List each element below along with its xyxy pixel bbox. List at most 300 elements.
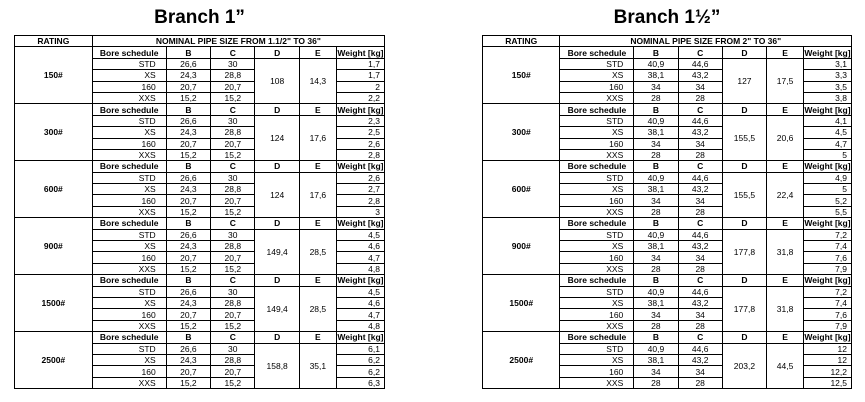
d-cell: 177,8	[722, 229, 766, 275]
b-cell: 20,7	[166, 309, 210, 320]
d-cell: 149,4	[255, 286, 299, 332]
c-cell: 28	[678, 149, 722, 160]
b-cell: 34	[634, 195, 678, 206]
subheader-row	[483, 218, 852, 229]
bore-schedule-header: Bore schedule	[92, 332, 166, 343]
bore-schedule-header: Bore schedule	[92, 47, 166, 58]
b-cell: 38,1	[634, 70, 678, 81]
b-header: B	[166, 332, 210, 343]
weight-cell: 12	[803, 343, 851, 354]
c-cell: 44,6	[678, 115, 722, 126]
d-header: D	[255, 275, 299, 286]
weight-cell: 12,2	[803, 366, 851, 377]
table-title: Branch 1”	[154, 7, 245, 28]
table-header-row	[15, 36, 385, 47]
bore-schedule-cell: STD	[560, 286, 634, 297]
c-header: C	[678, 104, 722, 115]
bore-schedule-cell: 160	[560, 195, 634, 206]
rating-cell: 150#	[15, 47, 93, 104]
rating-cell: 1500#	[15, 275, 93, 332]
c-cell: 34	[678, 195, 722, 206]
header-nominal-size: NOMINAL PIPE SIZE FROM 2" TO 36"	[560, 36, 852, 47]
c-cell: 43,2	[678, 297, 722, 308]
d-cell: 124	[255, 172, 299, 218]
weight-header: Weight [kg]	[337, 275, 384, 286]
d-header: D	[255, 218, 299, 229]
bore-schedule-cell: STD	[92, 343, 166, 354]
c-cell: 15,2	[211, 206, 255, 217]
bore-schedule-cell: XS	[92, 184, 166, 195]
b-cell: 38,1	[634, 241, 678, 252]
b-cell: 15,2	[166, 92, 210, 103]
bore-schedule-header: Bore schedule	[92, 104, 166, 115]
weight-cell: 2,8	[336, 195, 384, 206]
b-cell: 15,2	[166, 206, 210, 217]
e-header: E	[767, 161, 804, 172]
bore-schedule-cell: XS	[560, 354, 634, 365]
b-cell: 28	[634, 149, 678, 160]
b-cell: 40,9	[634, 172, 678, 183]
bore-schedule-cell: XXS	[92, 263, 166, 274]
bore-schedule-header: Bore schedule	[560, 47, 634, 58]
bore-schedule-cell: XS	[92, 70, 166, 81]
e-cell: 14,3	[299, 58, 336, 104]
b-cell: 40,9	[634, 58, 678, 69]
weight-cell: 5	[803, 149, 851, 160]
subheader-row	[15, 47, 385, 58]
bore-schedule-cell: STD	[92, 229, 166, 240]
bore-schedule-cell: XS	[92, 127, 166, 138]
d-cell: 149,4	[255, 229, 299, 275]
weight-cell: 6,1	[336, 343, 384, 354]
bore-schedule-header: Bore schedule	[92, 275, 166, 286]
table-title: Branch 1½”	[613, 7, 721, 28]
c-cell: 44,6	[678, 286, 722, 297]
c-cell: 44,6	[678, 343, 722, 354]
c-cell: 34	[678, 138, 722, 149]
bore-schedule-cell: XS	[560, 241, 634, 252]
branch-table-panel-left	[14, 0, 385, 389]
c-header: C	[678, 47, 722, 58]
c-cell: 34	[678, 309, 722, 320]
spec-table	[14, 35, 385, 389]
c-cell: 15,2	[211, 320, 255, 331]
weight-cell: 2	[336, 81, 384, 92]
weight-header: Weight [kg]	[337, 332, 384, 343]
b-cell: 15,2	[166, 149, 210, 160]
c-cell: 28,8	[211, 241, 255, 252]
weight-cell: 12,5	[803, 377, 851, 388]
weight-cell: 5,2	[803, 195, 851, 206]
subheader-row	[483, 275, 852, 286]
bore-schedule-cell: XS	[560, 127, 634, 138]
rating-cell: 300#	[483, 104, 560, 161]
header-rating: RATING	[483, 36, 560, 47]
bore-schedule-cell: XS	[92, 297, 166, 308]
d-cell: 203,2	[722, 343, 766, 389]
weight-cell: 3	[336, 206, 384, 217]
e-cell: 20,6	[767, 115, 804, 161]
b-header: B	[166, 275, 210, 286]
b-header: B	[166, 104, 210, 115]
weight-cell: 2,2	[336, 92, 384, 103]
c-cell: 15,2	[211, 92, 255, 103]
weight-cell: 4,7	[336, 309, 384, 320]
weight-cell: 5	[803, 184, 851, 195]
weight-cell: 4,8	[336, 263, 384, 274]
b-cell: 28	[634, 263, 678, 274]
c-cell: 30	[211, 58, 255, 69]
e-cell: 35,1	[299, 343, 336, 389]
weight-cell: 7,9	[803, 320, 851, 331]
bore-schedule-header: Bore schedule	[560, 275, 634, 286]
b-cell: 40,9	[634, 115, 678, 126]
b-cell: 24,3	[166, 241, 210, 252]
weight-cell: 1,7	[336, 58, 384, 69]
e-cell: 28,5	[299, 229, 336, 275]
bore-schedule-header: Bore schedule	[560, 104, 634, 115]
weight-cell: 4,6	[336, 241, 384, 252]
bore-schedule-cell: XXS	[560, 149, 634, 160]
c-cell: 15,2	[211, 377, 255, 388]
weight-cell: 7,4	[803, 297, 851, 308]
d-header: D	[722, 332, 766, 343]
b-cell: 28	[634, 377, 678, 388]
b-cell: 40,9	[634, 286, 678, 297]
e-header: E	[767, 332, 804, 343]
weight-cell: 4,1	[803, 115, 851, 126]
bore-schedule-cell: XXS	[560, 263, 634, 274]
bore-schedule-cell: STD	[560, 115, 634, 126]
c-cell: 28,8	[211, 354, 255, 365]
c-header: C	[678, 161, 722, 172]
subheader-row	[483, 161, 852, 172]
bore-schedule-cell: XXS	[92, 206, 166, 217]
bore-schedule-cell: 160	[92, 309, 166, 320]
c-cell: 28	[678, 206, 722, 217]
d-header: D	[722, 47, 766, 58]
b-cell: 24,3	[166, 297, 210, 308]
weight-cell: 7,6	[803, 309, 851, 320]
bore-schedule-cell: XXS	[560, 320, 634, 331]
bore-schedule-cell: 160	[560, 138, 634, 149]
weight-cell: 4,8	[336, 320, 384, 331]
weight-cell: 1,7	[336, 70, 384, 81]
c-header: C	[211, 161, 255, 172]
weight-cell: 4,7	[336, 252, 384, 263]
e-cell: 44,5	[767, 343, 804, 389]
c-cell: 43,2	[678, 70, 722, 81]
b-cell: 40,9	[634, 229, 678, 240]
d-cell: 158,8	[255, 343, 299, 389]
c-cell: 44,6	[678, 172, 722, 183]
weight-header: Weight [kg]	[804, 161, 851, 172]
bore-schedule-cell: XXS	[560, 92, 634, 103]
c-cell: 28	[678, 320, 722, 331]
bore-schedule-header: Bore schedule	[560, 161, 634, 172]
c-cell: 34	[678, 252, 722, 263]
b-cell: 15,2	[166, 263, 210, 274]
d-cell: 127	[722, 58, 766, 104]
b-cell: 20,7	[166, 195, 210, 206]
c-cell: 20,7	[211, 366, 255, 377]
bore-schedule-cell: 160	[92, 252, 166, 263]
b-header: B	[634, 275, 678, 286]
b-cell: 38,1	[634, 354, 678, 365]
c-cell: 30	[211, 172, 255, 183]
b-cell: 24,3	[166, 70, 210, 81]
weight-cell: 6,2	[336, 354, 384, 365]
b-cell: 26,6	[166, 343, 210, 354]
e-cell: 17,5	[767, 58, 804, 104]
weight-cell: 4,6	[336, 297, 384, 308]
c-header: C	[211, 104, 255, 115]
d-header: D	[722, 104, 766, 115]
b-cell: 28	[634, 320, 678, 331]
b-header: B	[166, 47, 210, 58]
b-cell: 26,6	[166, 229, 210, 240]
c-cell: 34	[678, 366, 722, 377]
bore-schedule-cell: 160	[92, 81, 166, 92]
d-cell: 108	[255, 58, 299, 104]
weight-header: Weight [kg]	[337, 104, 384, 115]
bore-schedule-cell: XXS	[92, 320, 166, 331]
b-header: B	[634, 218, 678, 229]
subheader-row	[483, 332, 852, 343]
subheader-row	[15, 161, 385, 172]
bore-schedule-cell: XXS	[92, 377, 166, 388]
c-cell: 15,2	[211, 263, 255, 274]
bore-schedule-cell: STD	[92, 115, 166, 126]
b-header: B	[634, 332, 678, 343]
weight-cell: 3,1	[803, 58, 851, 69]
e-cell: 22,4	[767, 172, 804, 218]
b-cell: 38,1	[634, 297, 678, 308]
bore-schedule-cell: XS	[92, 241, 166, 252]
weight-cell: 7,9	[803, 263, 851, 274]
bore-schedule-cell: 160	[92, 138, 166, 149]
c-header: C	[211, 47, 255, 58]
weight-header: Weight [kg]	[804, 332, 851, 343]
bore-schedule-cell: XXS	[560, 377, 634, 388]
branch-table-panel-right	[482, 0, 852, 389]
d-header: D	[722, 275, 766, 286]
e-header: E	[299, 218, 336, 229]
weight-cell: 6,2	[336, 366, 384, 377]
spec-table	[482, 35, 852, 389]
weight-header: Weight [kg]	[337, 47, 384, 58]
b-header: B	[166, 161, 210, 172]
c-cell: 30	[211, 286, 255, 297]
weight-cell: 12	[803, 354, 851, 365]
bore-schedule-cell: STD	[560, 172, 634, 183]
subheader-row	[15, 332, 385, 343]
b-cell: 20,7	[166, 81, 210, 92]
c-cell: 43,2	[678, 354, 722, 365]
rating-cell: 600#	[483, 161, 560, 218]
b-cell: 15,2	[166, 377, 210, 388]
rating-cell: 2500#	[483, 332, 560, 389]
weight-cell: 3,5	[803, 81, 851, 92]
b-header: B	[634, 104, 678, 115]
e-cell: 28,5	[299, 286, 336, 332]
b-cell: 26,6	[166, 58, 210, 69]
rating-cell: 600#	[15, 161, 93, 218]
d-cell: 177,8	[722, 286, 766, 332]
b-header: B	[166, 218, 210, 229]
e-header: E	[299, 275, 336, 286]
weight-cell: 7,6	[803, 252, 851, 263]
c-cell: 30	[211, 115, 255, 126]
c-header: C	[678, 275, 722, 286]
bore-schedule-cell: 160	[92, 366, 166, 377]
c-header: C	[678, 332, 722, 343]
b-cell: 28	[634, 92, 678, 103]
e-header: E	[299, 332, 336, 343]
bore-schedule-cell: XS	[92, 354, 166, 365]
c-cell: 15,2	[211, 149, 255, 160]
subheader-row	[483, 47, 852, 58]
weight-header: Weight [kg]	[337, 161, 384, 172]
bore-schedule-cell: STD	[92, 172, 166, 183]
d-header: D	[255, 47, 299, 58]
bore-schedule-header: Bore schedule	[560, 332, 634, 343]
b-cell: 26,6	[166, 115, 210, 126]
c-cell: 34	[678, 81, 722, 92]
c-cell: 28,8	[211, 184, 255, 195]
b-cell: 28	[634, 206, 678, 217]
b-cell: 38,1	[634, 184, 678, 195]
e-header: E	[299, 47, 336, 58]
d-header: D	[255, 104, 299, 115]
table-header-row	[483, 36, 852, 47]
weight-cell: 7,2	[803, 286, 851, 297]
b-cell: 20,7	[166, 138, 210, 149]
weight-cell: 4,5	[336, 229, 384, 240]
rating-cell: 900#	[483, 218, 560, 275]
bore-schedule-cell: 160	[560, 309, 634, 320]
b-cell: 20,7	[166, 366, 210, 377]
c-cell: 43,2	[678, 241, 722, 252]
bore-schedule-cell: XXS	[560, 206, 634, 217]
e-header: E	[767, 47, 804, 58]
weight-cell: 7,2	[803, 229, 851, 240]
e-cell: 17,6	[299, 115, 336, 161]
weight-cell: 4,7	[803, 138, 851, 149]
b-cell: 24,3	[166, 184, 210, 195]
c-cell: 43,2	[678, 184, 722, 195]
c-header: C	[678, 218, 722, 229]
b-cell: 34	[634, 309, 678, 320]
c-cell: 44,6	[678, 229, 722, 240]
e-cell: 31,8	[767, 286, 804, 332]
rating-cell: 2500#	[15, 332, 93, 389]
c-cell: 28,8	[211, 297, 255, 308]
weight-cell: 3,3	[803, 70, 851, 81]
d-header: D	[255, 332, 299, 343]
weight-cell: 4,5	[803, 127, 851, 138]
b-cell: 24,3	[166, 354, 210, 365]
e-header: E	[767, 104, 804, 115]
weight-cell: 7,4	[803, 241, 851, 252]
rating-cell: 900#	[15, 218, 93, 275]
d-cell: 124	[255, 115, 299, 161]
subheader-row	[15, 218, 385, 229]
rating-cell: 150#	[483, 47, 560, 104]
b-cell: 34	[634, 366, 678, 377]
d-cell: 155,5	[722, 115, 766, 161]
c-cell: 20,7	[211, 195, 255, 206]
c-cell: 44,6	[678, 58, 722, 69]
bore-schedule-cell: XS	[560, 297, 634, 308]
subheader-row	[15, 275, 385, 286]
bore-schedule-cell: XXS	[92, 92, 166, 103]
subheader-row	[15, 104, 385, 115]
bore-schedule-cell: 160	[560, 81, 634, 92]
e-header: E	[767, 218, 804, 229]
c-cell: 28	[678, 263, 722, 274]
b-cell: 38,1	[634, 127, 678, 138]
c-header: C	[211, 332, 255, 343]
c-cell: 20,7	[211, 252, 255, 263]
bore-schedule-cell: XS	[560, 184, 634, 195]
c-cell: 20,7	[211, 138, 255, 149]
weight-header: Weight [kg]	[804, 47, 851, 58]
weight-cell: 4,5	[336, 286, 384, 297]
d-header: D	[722, 161, 766, 172]
e-cell: 17,6	[299, 172, 336, 218]
bore-schedule-header: Bore schedule	[92, 161, 166, 172]
weight-cell: 2,5	[336, 127, 384, 138]
d-header: D	[255, 161, 299, 172]
bore-schedule-header: Bore schedule	[92, 218, 166, 229]
bore-schedule-cell: XS	[560, 70, 634, 81]
b-cell: 26,6	[166, 172, 210, 183]
weight-cell: 3,8	[803, 92, 851, 103]
bore-schedule-header: Bore schedule	[560, 218, 634, 229]
weight-cell: 5,5	[803, 206, 851, 217]
bore-schedule-cell: STD	[92, 58, 166, 69]
bore-schedule-cell: 160	[560, 366, 634, 377]
weight-header: Weight [kg]	[804, 275, 851, 286]
c-header: C	[211, 275, 255, 286]
e-header: E	[299, 104, 336, 115]
rating-cell: 1500#	[483, 275, 560, 332]
c-cell: 20,7	[211, 81, 255, 92]
c-cell: 28	[678, 377, 722, 388]
weight-header: Weight [kg]	[804, 104, 851, 115]
c-cell: 43,2	[678, 127, 722, 138]
c-cell: 30	[211, 229, 255, 240]
weight-cell: 4,9	[803, 172, 851, 183]
weight-cell: 2,3	[336, 115, 384, 126]
weight-cell: 2,6	[336, 138, 384, 149]
e-cell: 31,8	[767, 229, 804, 275]
header-rating: RATING	[15, 36, 93, 47]
bore-schedule-cell: STD	[560, 58, 634, 69]
b-cell: 26,6	[166, 286, 210, 297]
bore-schedule-cell: STD	[560, 343, 634, 354]
weight-header: Weight [kg]	[337, 218, 384, 229]
b-cell: 40,9	[634, 343, 678, 354]
b-cell: 34	[634, 138, 678, 149]
rating-cell: 300#	[15, 104, 93, 161]
bore-schedule-cell: 160	[92, 195, 166, 206]
weight-cell: 2,7	[336, 184, 384, 195]
c-cell: 20,7	[211, 309, 255, 320]
bore-schedule-cell: 160	[560, 252, 634, 263]
weight-header: Weight [kg]	[804, 218, 851, 229]
